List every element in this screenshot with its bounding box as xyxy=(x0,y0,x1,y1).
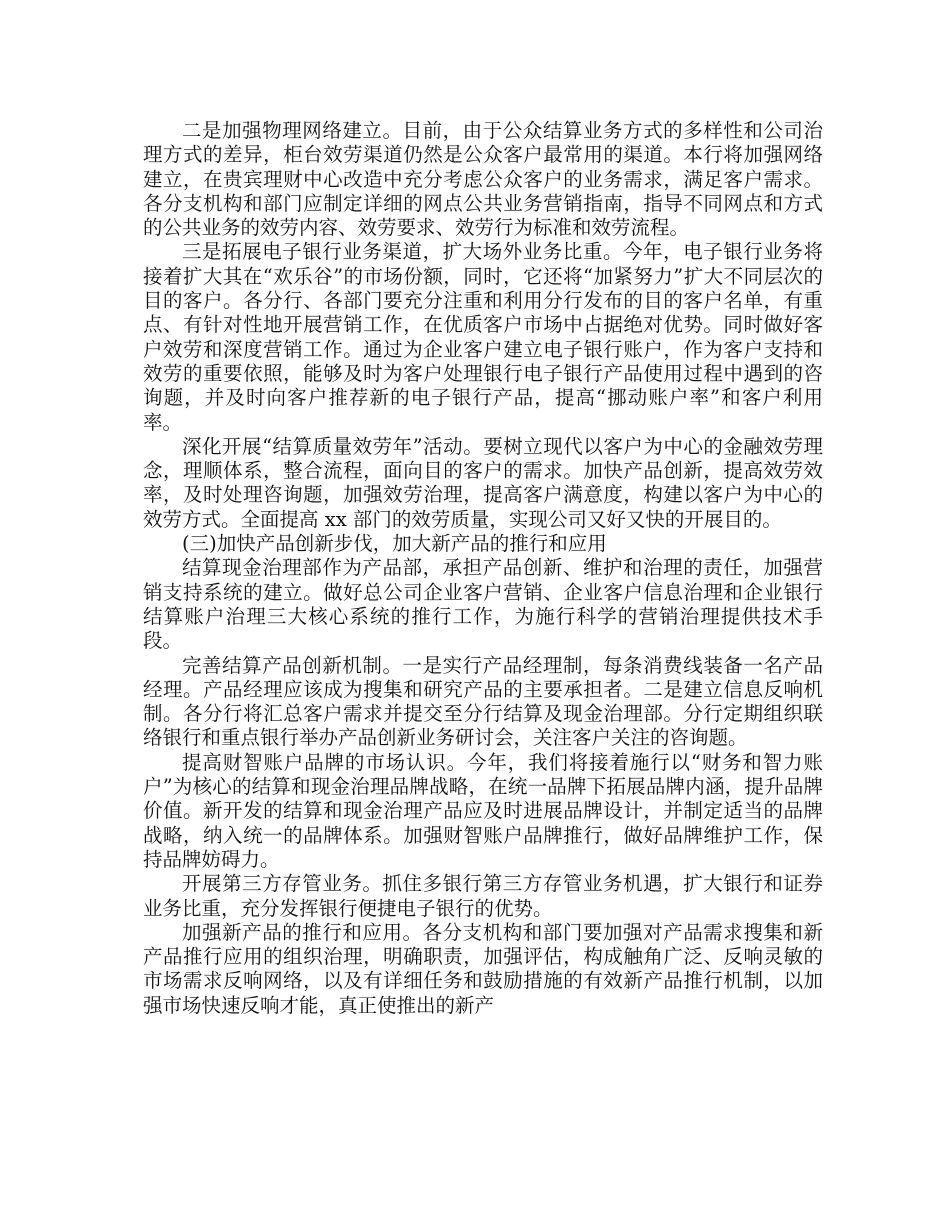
paragraph-innovation-mechanism: 完善结算产品创新机制。一是实行产品经理制，每条消费线装备一名产品经理。产品经理应该成为搜集和研究产品的主要承担者。二是建立信息反响机制。各分行将汇总客户需求并提交至分行结算及现金治理部。分行定期组织联络银行和重点银行举办产品创新业务研讨会，关注客户关注的咨询题。 xyxy=(143,653,823,750)
section-heading-product-innovation: (三)加快产品创新步伐，加大新产品的推行和应用 xyxy=(182,532,607,556)
document-body xyxy=(143,119,823,1018)
paragraph-cash-management-dept: 结算现金治理部作为产品部，承担产品创新、维护和治理的责任，加强营销支持系统的建立。做好总公司企业客户营销、企业客户信息治理和企业银行结算账户治理三大核心系统的推行工作，为施行科学的营销治理提供技术手段。 xyxy=(143,556,823,653)
paragraph-e-banking-channels: 三是拓展电子银行业务渠道，扩大场外业务比重。今年，电子银行业务将接着扩大其在“欢乐谷”的市场份额，同时，它还将“加紧努力”扩大不同层次的目的客户。各分行、各部门要充分注重和利用分行发布的目的客户名单，有重点、有针对性地开展营销工作，在优质客户市场中占据绝对优势。同时做好客户效劳和深度营销工作。通过为企业客户建立电子银行账户，作为客户支持和效劳的重要依照，能够及时为客户处理银行电子银行产品使用过程中遇到的咨询题，并及时向客户推荐新的电子银行产品，提高“挪动账户率”和客户利用率。 xyxy=(143,240,823,434)
paragraph-third-party-custody: 开展第三方存管业务。抓住多银行第三方存管业务机遇，扩大银行和证券业务比重，充分发挥银行便捷电子银行的优势。 xyxy=(143,872,823,920)
paragraph-brand-awareness: 提高财智账户品牌的市场认识。今年，我们将接着施行以“财务和智力账户”为核心的结算和现金治理品牌战略，在统一品牌下拓展品牌内涵，提升品牌价值。新开发的结算和现金治理产品应及时进展品牌设计，并制定适当的品牌战略，纳入统一的品牌体系。加强财智账户品牌推行，做好品牌维护工作，保持品牌妨碍力。 xyxy=(143,750,823,871)
paragraph-physical-network: 二是加强物理网络建立。目前，由于公众结算业务方式的多样性和公司治理方式的差异，柜台效劳渠道仍然是公众客户最常用的渠道。本行将加强网络建立，在贵宾理财中心改造中充分考虑公众客户的业务需求，满足客户需求。各分支机构和部门应制定详细的网点公共业务营销指南，指导不同网点和方式的公共业务的效劳内容、效劳要求、效劳行为标准和效劳流程。 xyxy=(143,119,823,240)
paragraph-new-product-promotion: 加强新产品的推行和应用。各分支机构和部门要加强对产品需求搜集和新产品推行应用的组织治理，明确职责，加强评估，构成触角广泛、反响灵敏的市场需求反响网络，以及有详细任务和鼓励措施的有效新产品推行机制，以加强市场快速反响才能，真正使推出的新产 xyxy=(143,920,823,1017)
paragraph-settlement-quality-year: 深化开展“结算质量效劳年”活动。要树立现代以客户为中心的金融效劳理念，理顺体系，整合流程，面向目的客户的需求。加快产品创新，提高效劳效率，及时处理咨询题，加强效劳治理，提高客户满意度，构建以客户为中心的效劳方式。全面提高 xx 部门的效劳质量，实现公司又好又快的开展目的。 xyxy=(143,434,823,531)
